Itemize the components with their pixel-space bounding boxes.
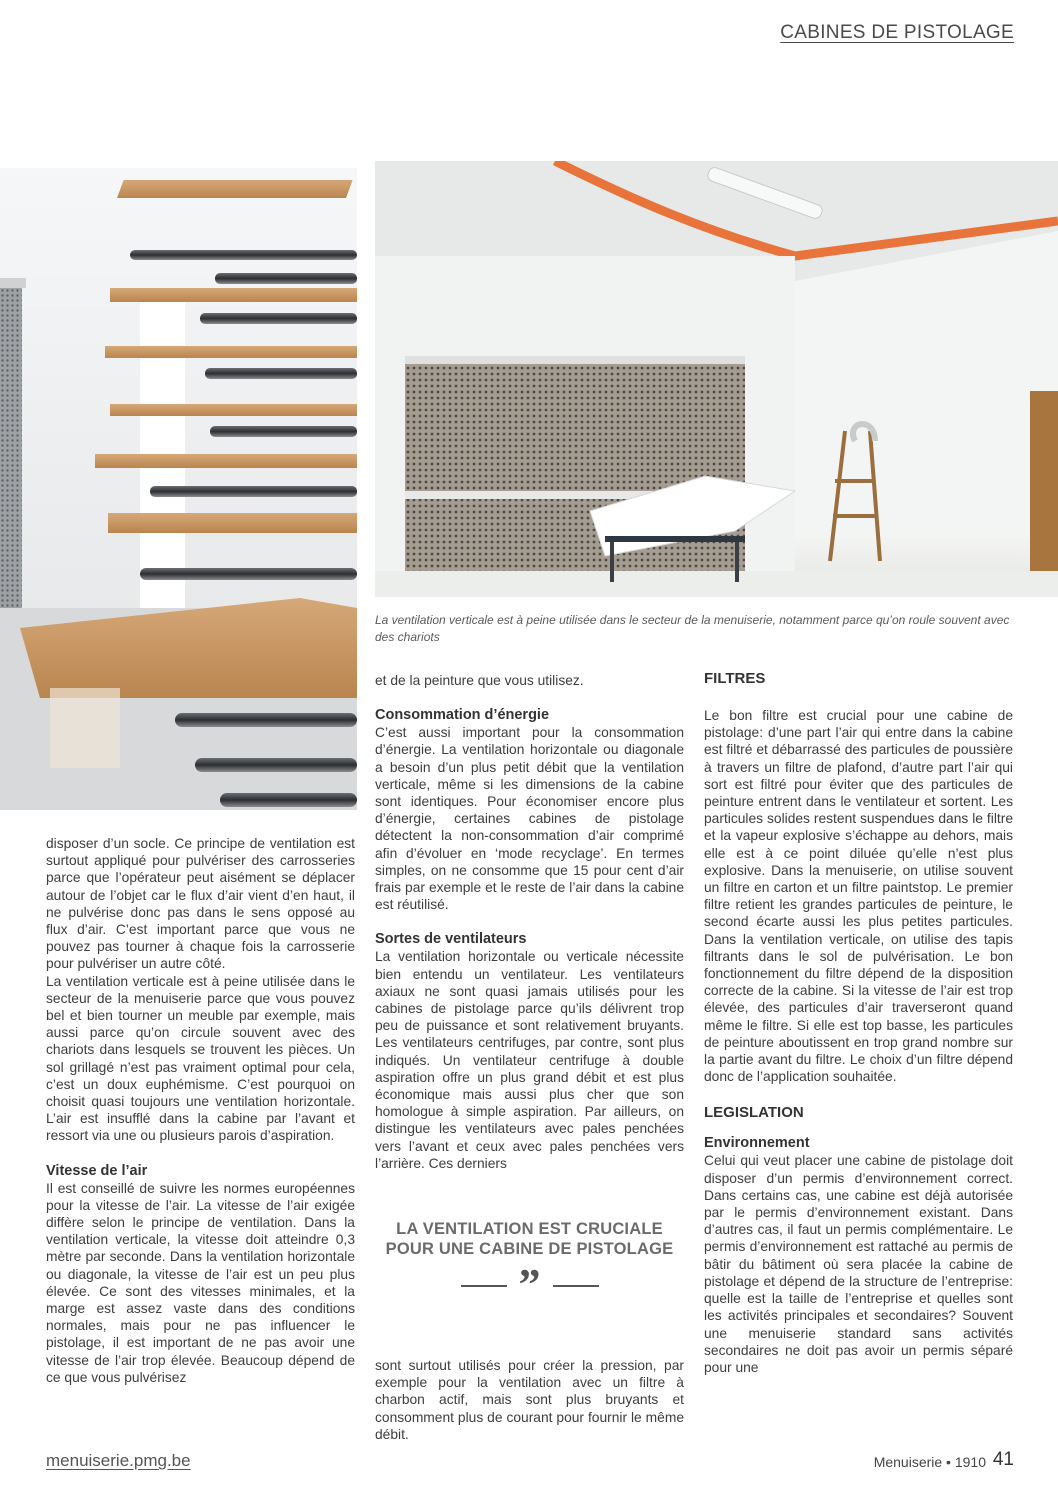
subheading-consommation: Consommation d’énergie — [375, 707, 550, 724]
section-title: CABINES DE PISTOLAGE — [780, 22, 1014, 43]
column-2 — [375, 672, 684, 1172]
column-3 — [704, 670, 1013, 1376]
paragraph: La ventilation horizontale ou verticale nécessite bien entendu un ventilateur. Les ventilateurs axiaux ne sont quasi jamais utilisés pour les cabines de pistolage parce qu’ils délivrent trop peu de puissance et sont relativement bruyants. Les ventilateurs centrifuges, par contre, sont plus indiqués. Un ventilateur centrifuge à double aspiration offre un plus grand débit et est plus économique mais aussi plus cher que son homologue à simple aspiration. Par ailleurs, on distingue les ventilateurs avec pales penchées vers l’avant et ceux avec pales penchées vers l’arrière. Ces derniers — [375, 949, 684, 1171]
spray-booth-photo — [375, 161, 1058, 597]
quote-rule-right — [553, 1285, 599, 1287]
subheading-vitesse: Vitesse de l’air — [46, 1162, 148, 1179]
column-2-continued — [375, 1357, 684, 1443]
paragraph: disposer d’un socle. Ce principe de ventilation est surtout appliqué pour pulvériser des carrosseries parce que l’opérateur peut aisément se déplacer autour de l’objet car le flux d’air vient d’en haut, il ne pulvérise donc pas dans le sens opposé au flux d’air. C’est important parce que vous ne pouvez pas tourner à chaque fois la carrosserie pour pulvériser un autre côté. — [46, 836, 355, 972]
paragraph: et de la peinture que vous utilisez. — [375, 673, 584, 688]
finishing-rack-photo — [0, 168, 357, 810]
quote-mark-icon: ” — [518, 1260, 541, 1309]
pull-quote-text: LA VENTILATION EST CRUCIALE POUR UNE CABINE DE PISTOLAGE — [385, 1220, 674, 1258]
paragraph: C’est aussi important pour la consommation d’énergie. La ventilation horizontale ou diagonale a besoin d’un plus petit débit que la ventilation verticale, même si les dimensions de la cabine sont identiques. Pour économiser encore plus d’énergie, certaines cabines de pistolage détectent la non-consommation d’air comprimé afin d’évoluer en ‘mode recyclage’. En termes simples, on ne consomme que 15 pour cent d’air frais par exemple et le reste de l’air dans la cabine est réutilisé. — [375, 725, 684, 913]
paragraph: Il est conseillé de suivre les normes européennes pour la vitesse de l’air. La vitesse de l’air exigée diffère selon le principe de ventilation. Dans la ventilation verticale, la vitesse doit atteindre 0,3 mètre par seconde. Dans la ventilation horizontale ou diagonale, la vitesse de l’air est un peu plus élevée. Ce sont des vitesses minimales, et la marge est assez vaste dans des conditions normales, mais pour ne pas influencer le pistolage, il est important de ne pas avoir une vitesse de l’air trop élevée. Beaucoup dépend de ce que vous pulvérisez — [46, 1180, 355, 1385]
pull-quote — [375, 1220, 684, 1309]
subheading-environnement: Environnement — [704, 1135, 810, 1152]
subheading-sortes: Sortes de ventilateurs — [375, 931, 527, 948]
heading-filtres: FILTRES — [704, 670, 766, 687]
paragraph: Le bon filtre est crucial pour une cabine de pistolage: d’une part l’air qui entre dans la cabine est filtré et débarrassé des particules de poussière à travers un filtre de plafond, d’autre part l’air qui sort est filtré pour éviter que des particules de peinture entrent dans le ventilateur et sortent. Les particules solides restent suspendues dans le filtre et la vapeur explosive s’échappe au dehors, mais elle est à ce point diluée qu’elle n’est plus explosive. Dans la menuiserie, on utilise souvent un filtre en carton et un filtre paintstop. Le premier filtre retient les grandes particules de peinture, le second écarte aussi les plus petites particules. Dans la ventilation verticale, on utilise des tapis filtrants dans le sol de pulvérisation. Le bon fonctionnement du filtre dépend de la disposition correcte de la cabine. Si la vitesse de l’air est trop élevée, des particules d’air traverseront quand même le filtre. Si elle est top basse, les particules de peinture aboutissent en trop grand nombre sur la partie avant du filtre. Le choix d’un filtre dépend donc de l’application souhaitée. — [704, 708, 1013, 1085]
paragraph: sont surtout utilisés pour créer la pression, par exemple pour la ventilation avec un filtre à charbon actif, mais sont plus bruyants et consomment plus de courant pour fournir le même débit. — [375, 1358, 684, 1442]
quote-rule-left — [461, 1285, 507, 1287]
footer-issue: Menuiserie • 1910 — [873, 1454, 986, 1470]
paragraph: La ventilation verticale est à peine utilisée dans le secteur de la menuiserie parce que vous pouvez bel et bien tourner un meuble par exemple, mais aussi parce qu’on circule souvent avec des chariots dans lesquels se trouvent les pièces. Un sol grillagé n’est pas vraiment optimal pour cela, c’est un doux euphémisme. C’est pourquoi on choisit quasi toujours une ventilation horizontale. L’air est insufflé dans la cabine par l’avant et ressort via une ou plusieurs parois d’aspiration. — [46, 973, 355, 1144]
heading-legislation: LEGISLATION — [704, 1104, 804, 1122]
page-number: 41 — [992, 1449, 1014, 1470]
quote-marks — [375, 1260, 684, 1309]
column-1 — [46, 835, 355, 1386]
photo-caption: La ventilation verticale est à peine utilisée dans le secteur de la menuiserie, notamment parce qu’on roule souvent avec des chariots — [375, 613, 1010, 644]
footer-url-link[interactable]: menuiserie.pmg.be — [46, 1451, 191, 1470]
paragraph: Celui qui veut placer une cabine de pistolage doit disposer d’un permis d’environnement correct. Dans certains cas, une cabine est déjà autorisée par le permis d’environnement existant. Dans d’autres cas, il faut un permis complémentaire. Le permis d’environnement est rattaché au permis de bâtir du bâtiment où sera placée la cabine de pistolage et dépend de la structure de l’entreprise: quelle est la taille de l’entreprise et quelles sont les activités principales et secondaires? Souvent une menuiserie standard sans activités secondaires ne doit pas avoir un permis séparé pour une — [704, 1153, 1013, 1375]
